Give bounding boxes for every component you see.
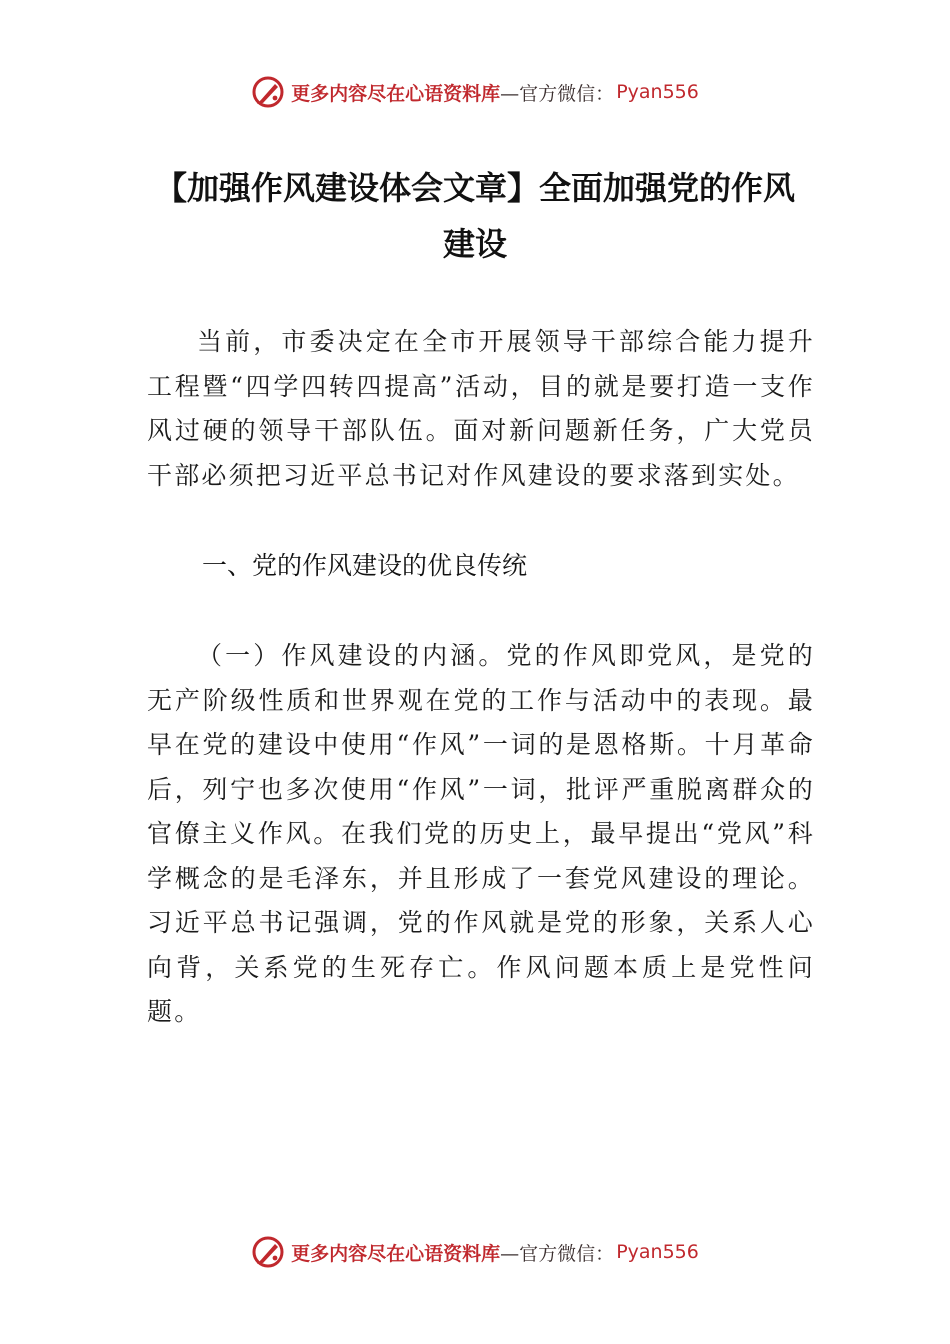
banner-wechat-id: Pyan556 [616, 81, 699, 103]
pen-nib-logo-icon [251, 1235, 285, 1269]
header-banner [0, 72, 950, 112]
document-body [147, 320, 815, 1035]
intro-paragraph: 当前，市委决定在全市开展领导干部综合能力提升工程暨“四学四转四提高”活动，目的就是要打造一支作风过硬的领导干部队伍。面对新问题新任务，广大党员干部必须把习近平总书记对作风建设的要求落到实处。 [147, 327, 815, 490]
section-heading: 一、党的作风建设的优良传统 [202, 551, 528, 580]
banner-wechat-label: —官方微信： [500, 82, 615, 105]
banner-brand-text: 更多内容尽在心语资料库 [291, 82, 501, 105]
banner-wechat-label: —官方微信： [500, 1242, 615, 1265]
body-paragraph: （一）作风建设的内涵。党的作风即党风，是党的无产阶级性质和世界观在党的工作与活动中的表现。最早在党的建设中使用“作风”一词的是恩格斯。十月革命后，列宁也多次使用“作风”一词，批评严重脱离群众的官僚主义作风。在我们党的历史上，最早提出“党风”科学概念的是毛泽东，并且形成了一套党风建设的理论。习近平总书记强调，党的作风就是党的形象，关系人心向背，关系党的生死存亡。作风问题本质上是党性问题。 [147, 641, 815, 1026]
footer-banner [0, 1232, 950, 1272]
document-title: 【加强作风建设体会文章】全面加强党的作风建设 [154, 169, 795, 263]
banner-wechat-id: Pyan556 [616, 1241, 699, 1263]
pen-nib-logo-icon [251, 75, 285, 109]
banner-brand-text: 更多内容尽在心语资料库 [291, 1242, 501, 1265]
